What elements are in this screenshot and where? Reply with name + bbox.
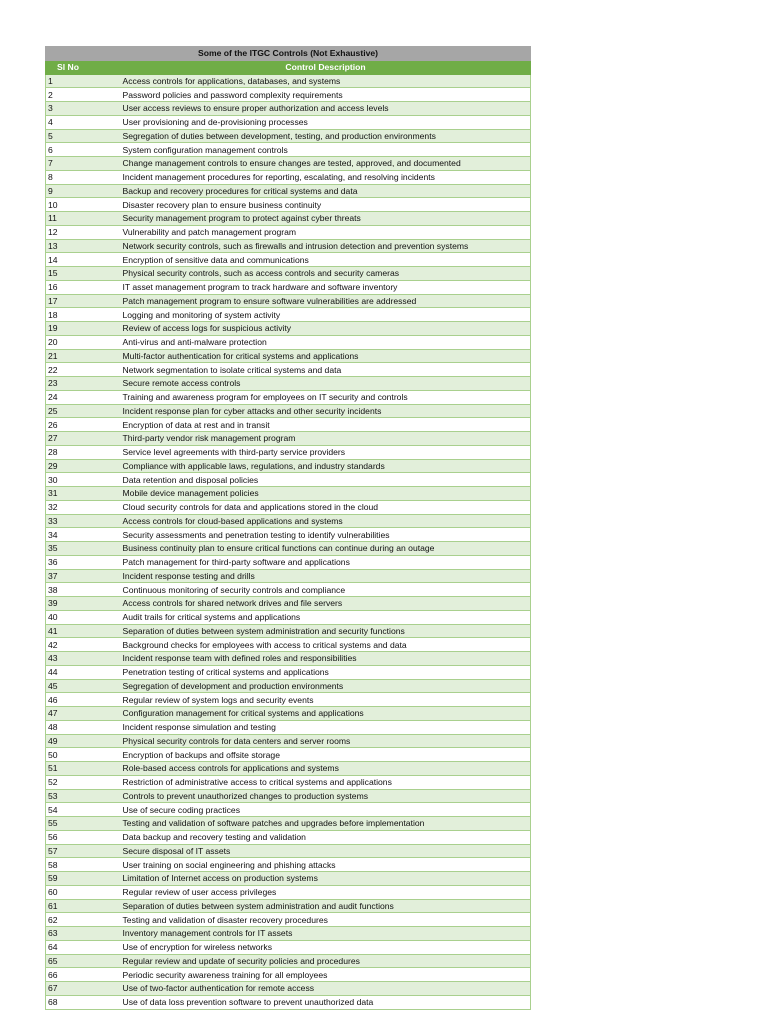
sl-no-cell: 1 [46,74,121,88]
sl-no-cell: 34 [46,528,121,542]
table-row [46,734,531,748]
control-description-cell: Security assessments and penetration testing to identify vulnerabilities [121,528,531,542]
sl-no-cell: 42 [46,638,121,652]
control-description-cell: System configuration management controls [121,143,531,157]
sl-no-header: Sl No [46,60,121,74]
control-description-cell: Continuous monitoring of security controls and compliance [121,583,531,597]
sl-no-cell: 41 [46,624,121,638]
table-row [46,707,531,721]
control-description-cell: Use of two-factor authentication for remote access [121,982,531,996]
control-description-cell: Access controls for cloud-based applications and systems [121,514,531,528]
control-description-cell: Security management program to protect against cyber threats [121,212,531,226]
control-description-cell: Cloud security controls for data and applications stored in the cloud [121,500,531,514]
table-row [46,212,531,226]
table-row [46,74,531,88]
sl-no-cell: 37 [46,569,121,583]
table-row [46,239,531,253]
table-row [46,748,531,762]
sl-no-cell: 62 [46,913,121,927]
control-description-cell: Data backup and recovery testing and validation [121,830,531,844]
table-row [46,624,531,638]
sl-no-cell: 58 [46,858,121,872]
control-description-cell: Network segmentation to isolate critical systems and data [121,363,531,377]
table-row [46,253,531,267]
sl-no-cell: 2 [46,88,121,102]
table-row [46,322,531,336]
control-description-cell: Training and awareness program for employees on IT security and controls [121,390,531,404]
sl-no-cell: 54 [46,803,121,817]
sl-no-cell: 40 [46,610,121,624]
control-description-cell: Data retention and disposal policies [121,473,531,487]
sl-no-cell: 67 [46,982,121,996]
sl-no-cell: 49 [46,734,121,748]
table-row [46,679,531,693]
sl-no-cell: 60 [46,885,121,899]
sl-no-cell: 43 [46,652,121,666]
table-row [46,610,531,624]
sl-no-cell: 23 [46,377,121,391]
sl-no-cell: 39 [46,597,121,611]
table-row [46,487,531,501]
table-row [46,500,531,514]
sl-no-cell: 59 [46,872,121,886]
table-row [46,170,531,184]
table-row [46,555,531,569]
control-description-cell: Encryption of backups and offsite storage [121,748,531,762]
table-row [46,803,531,817]
control-description-cell: Access controls for shared network drives and file servers [121,597,531,611]
table-row [46,528,531,542]
control-description-cell: Network security controls, such as firewalls and intrusion detection and prevention systems [121,239,531,253]
sl-no-cell: 50 [46,748,121,762]
control-description-cell: Inventory management controls for IT assets [121,927,531,941]
sl-no-cell: 9 [46,184,121,198]
control-description-cell: Secure remote access controls [121,377,531,391]
sl-no-cell: 66 [46,968,121,982]
control-description-cell: Service level agreements with third-party service providers [121,445,531,459]
control-description-cell: Segregation of development and production environments [121,679,531,693]
sl-no-cell: 15 [46,267,121,281]
table-row [46,762,531,776]
control-description-cell: Segregation of duties between development, testing, and production environments [121,129,531,143]
control-description-cell: Business continuity plan to ensure critical functions can continue during an outage [121,542,531,556]
sl-no-cell: 61 [46,899,121,913]
sl-no-cell: 65 [46,954,121,968]
sl-no-cell: 13 [46,239,121,253]
table-row [46,157,531,171]
itgc-controls-table [45,46,531,1010]
control-description-cell: Periodic security awareness training for all employees [121,968,531,982]
table-row [46,954,531,968]
control-description-cell: Use of data loss prevention software to prevent unauthorized data [121,995,531,1009]
control-description-cell: Use of encryption for wireless networks [121,940,531,954]
control-description-cell: Encryption of data at rest and in transit [121,418,531,432]
table-row [46,968,531,982]
control-description-cell: Incident response team with defined roles and responsibilities [121,652,531,666]
sl-no-cell: 33 [46,514,121,528]
table-body [46,74,531,1009]
table-row [46,982,531,996]
sl-no-cell: 11 [46,212,121,226]
control-description-cell: Vulnerability and patch management program [121,225,531,239]
table-row [46,432,531,446]
sl-no-cell: 4 [46,115,121,129]
table-row [46,789,531,803]
table-row [46,665,531,679]
table-row [46,294,531,308]
table-row [46,418,531,432]
control-description-cell: Regular review and update of security policies and procedures [121,954,531,968]
sl-no-cell: 55 [46,817,121,831]
table-row [46,844,531,858]
table-row [46,858,531,872]
sl-no-cell: 22 [46,363,121,377]
sl-no-cell: 16 [46,280,121,294]
control-description-cell: Access controls for applications, databases, and systems [121,74,531,88]
table-header-row [46,60,531,74]
control-description-cell: Incident response testing and drills [121,569,531,583]
control-description-cell: Backup and recovery procedures for critical systems and data [121,184,531,198]
sl-no-cell: 12 [46,225,121,239]
sl-no-cell: 44 [46,665,121,679]
table-row [46,377,531,391]
control-description-cell: Third-party vendor risk management program [121,432,531,446]
sl-no-cell: 51 [46,762,121,776]
table-row [46,597,531,611]
table-row [46,927,531,941]
table-row [46,514,531,528]
table-row [46,267,531,281]
table-row [46,940,531,954]
control-description-cell: Review of access logs for suspicious activity [121,322,531,336]
control-description-cell: Role-based access controls for applications and systems [121,762,531,776]
sl-no-cell: 10 [46,198,121,212]
control-description-cell: Physical security controls, such as access controls and security cameras [121,267,531,281]
sl-no-cell: 32 [46,500,121,514]
control-description-cell: Background checks for employees with access to critical systems and data [121,638,531,652]
table-row [46,817,531,831]
control-description-cell: Audit trails for critical systems and applications [121,610,531,624]
control-description-cell: Encryption of sensitive data and communications [121,253,531,267]
control-description-cell: Incident response simulation and testing [121,720,531,734]
sl-no-cell: 38 [46,583,121,597]
control-description-cell: Testing and validation of software patches and upgrades before implementation [121,817,531,831]
table-row [46,720,531,734]
control-description-cell: Disaster recovery plan to ensure business continuity [121,198,531,212]
table-row [46,225,531,239]
table-row [46,349,531,363]
control-description-cell: Regular review of system logs and security events [121,693,531,707]
control-description-cell: Patch management for third-party software and applications [121,555,531,569]
table-row [46,652,531,666]
control-description-cell: Controls to prevent unauthorized changes to production systems [121,789,531,803]
sl-no-cell: 21 [46,349,121,363]
control-description-cell: Multi-factor authentication for critical systems and applications [121,349,531,363]
table-row [46,885,531,899]
table-row [46,445,531,459]
control-description-cell: IT asset management program to track hardware and software inventory [121,280,531,294]
control-description-cell: Configuration management for critical systems and applications [121,707,531,721]
table-row [46,459,531,473]
itgc-controls-sheet [45,46,530,1010]
sl-no-cell: 7 [46,157,121,171]
sl-no-cell: 25 [46,404,121,418]
control-description-cell: Logging and monitoring of system activity [121,308,531,322]
sl-no-cell: 48 [46,720,121,734]
control-description-cell: Incident response plan for cyber attacks and other security incidents [121,404,531,418]
control-description-cell: Limitation of Internet access on production systems [121,872,531,886]
sl-no-cell: 18 [46,308,121,322]
sl-no-cell: 26 [46,418,121,432]
control-description-cell: Anti-virus and anti-malware protection [121,335,531,349]
table-row [46,129,531,143]
control-description-cell: User access reviews to ensure proper authorization and access levels [121,102,531,116]
table-row [46,88,531,102]
sl-no-cell: 27 [46,432,121,446]
table-title-row [46,47,531,61]
sl-no-cell: 68 [46,995,121,1009]
sl-no-cell: 29 [46,459,121,473]
sl-no-cell: 3 [46,102,121,116]
sl-no-cell: 31 [46,487,121,501]
sl-no-cell: 52 [46,775,121,789]
table-row [46,404,531,418]
table-row [46,775,531,789]
table-row [46,473,531,487]
table-row [46,583,531,597]
control-description-header: Control Description [121,60,531,74]
control-description-cell: User provisioning and de-provisioning processes [121,115,531,129]
table-row [46,899,531,913]
table-row [46,830,531,844]
table-row [46,995,531,1009]
control-description-cell: Password policies and password complexity requirements [121,88,531,102]
control-description-cell: Incident management procedures for reporting, escalating, and resolving incidents [121,170,531,184]
sl-no-cell: 64 [46,940,121,954]
sl-no-cell: 36 [46,555,121,569]
table-row [46,143,531,157]
control-description-cell: Secure disposal of IT assets [121,844,531,858]
sl-no-cell: 46 [46,693,121,707]
table-row [46,872,531,886]
sl-no-cell: 6 [46,143,121,157]
control-description-cell: Use of secure coding practices [121,803,531,817]
control-description-cell: Patch management program to ensure software vulnerabilities are addressed [121,294,531,308]
table-row [46,102,531,116]
table-row [46,569,531,583]
control-description-cell: Regular review of user access privileges [121,885,531,899]
control-description-cell: Compliance with applicable laws, regulations, and industry standards [121,459,531,473]
table-row [46,308,531,322]
control-description-cell: User training on social engineering and phishing attacks [121,858,531,872]
sl-no-cell: 53 [46,789,121,803]
sl-no-cell: 5 [46,129,121,143]
sl-no-cell: 47 [46,707,121,721]
table-row [46,363,531,377]
control-description-cell: Change management controls to ensure changes are tested, approved, and documented [121,157,531,171]
sl-no-cell: 63 [46,927,121,941]
sl-no-cell: 19 [46,322,121,336]
sl-no-cell: 20 [46,335,121,349]
table-row [46,115,531,129]
table-row [46,184,531,198]
control-description-cell: Testing and validation of disaster recovery procedures [121,913,531,927]
control-description-cell: Mobile device management policies [121,487,531,501]
table-row [46,693,531,707]
control-description-cell: Physical security controls for data centers and server rooms [121,734,531,748]
control-description-cell: Separation of duties between system administration and security functions [121,624,531,638]
sl-no-cell: 28 [46,445,121,459]
table-row [46,542,531,556]
sl-no-cell: 56 [46,830,121,844]
table-row [46,280,531,294]
table-row [46,913,531,927]
sl-no-cell: 35 [46,542,121,556]
control-description-cell: Restriction of administrative access to critical systems and applications [121,775,531,789]
table-row [46,198,531,212]
sl-no-cell: 8 [46,170,121,184]
sl-no-cell: 17 [46,294,121,308]
table-row [46,638,531,652]
table-row [46,335,531,349]
sl-no-cell: 14 [46,253,121,267]
table-row [46,390,531,404]
sl-no-cell: 24 [46,390,121,404]
sl-no-cell: 45 [46,679,121,693]
sl-no-cell: 30 [46,473,121,487]
sl-no-cell: 57 [46,844,121,858]
table-title: Some of the ITGC Controls (Not Exhaustive) [46,47,531,61]
control-description-cell: Penetration testing of critical systems and applications [121,665,531,679]
control-description-cell: Separation of duties between system administration and audit functions [121,899,531,913]
